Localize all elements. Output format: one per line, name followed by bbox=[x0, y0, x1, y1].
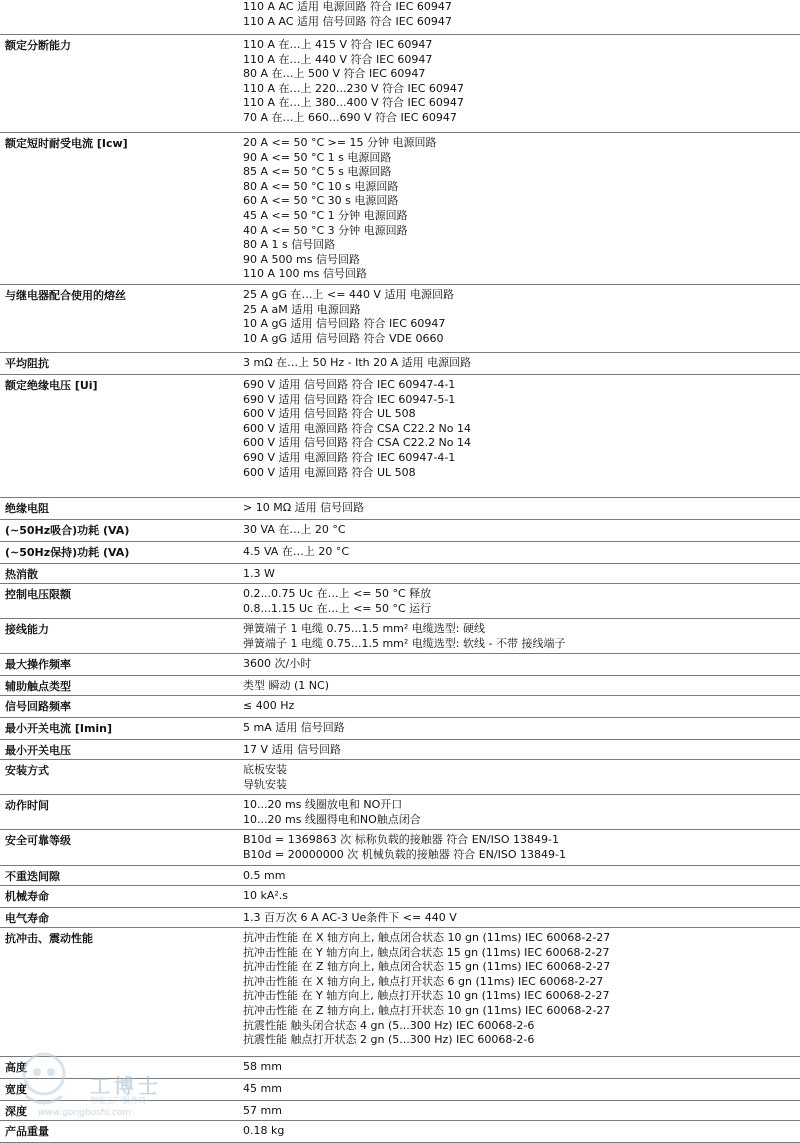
spec-value: 690 V 适用 信号回路 符合 IEC 60947-5-1 bbox=[243, 392, 456, 406]
spec-values bbox=[243, 763, 795, 792]
spec-row bbox=[0, 542, 800, 564]
spec-row bbox=[0, 584, 800, 619]
spec-label: 额定短时耐受电流 [Icw] bbox=[5, 137, 128, 150]
spec-value: 600 V 适用 电源回路 符合 UL 508 bbox=[243, 465, 416, 479]
spec-value: 25 A aM 适用 电源回路 bbox=[243, 302, 361, 316]
spec-value: B10d = 1369863 次 标称负载的接触器 符合 EN/ISO 13849-1 bbox=[243, 833, 559, 846]
watermark-brand: 工博士 bbox=[90, 1074, 162, 1098]
spec-values bbox=[243, 721, 795, 736]
spec-row bbox=[0, 696, 800, 718]
spec-value: 58 mm bbox=[243, 1060, 282, 1073]
spec-value: 4.5 VA 在…上 20 °C bbox=[243, 545, 350, 558]
spec-value: 20 A <= 50 °C >= 15 分钟 电源回路 bbox=[243, 136, 437, 149]
spec-value: 110 A AC 适用 信号回路 符合 IEC 60947 bbox=[243, 14, 452, 28]
spec-value: 90 A <= 50 °C 1 s 电源回路 bbox=[243, 150, 392, 164]
spec-label: 动作时间 bbox=[5, 799, 49, 812]
spec-row bbox=[0, 830, 800, 866]
spec-row bbox=[0, 498, 800, 520]
spec-label: 平均阻抗 bbox=[5, 357, 49, 370]
spec-value: 3600 次/小时 bbox=[243, 657, 312, 670]
spec-values bbox=[243, 911, 795, 926]
spec-value: 57 mm bbox=[243, 1104, 282, 1117]
spec-value: 抗冲击性能 在 Y 轴方向上, 触点打开状态 10 gn (11ms) IEC 60068-2-27 bbox=[243, 989, 610, 1003]
spec-label: 最小开关电压 bbox=[5, 744, 71, 757]
spec-value: 5 mA 适用 信号回路 bbox=[243, 721, 345, 734]
spec-label: 机械寿命 bbox=[5, 890, 49, 903]
spec-values bbox=[243, 1060, 795, 1075]
spec-value: 45 mm bbox=[243, 1082, 282, 1095]
spec-value: 0.18 kg bbox=[243, 1124, 285, 1137]
spec-values bbox=[243, 1124, 795, 1139]
spec-value: 85 A <= 50 °C 5 s 电源回路 bbox=[243, 165, 392, 179]
spec-value: 0.2...0.75 Uc 在…上 <= 50 °C 释放 bbox=[243, 587, 432, 600]
spec-value: 45 A <= 50 °C 1 分钟 电源回路 bbox=[243, 208, 408, 222]
spec-label: (~50Hz保持)功耗 (VA) bbox=[5, 546, 130, 559]
spec-row bbox=[0, 353, 800, 375]
spec-row bbox=[0, 886, 800, 908]
spec-values bbox=[243, 567, 795, 582]
spec-value: 抗冲击性能 在 X 轴方向上, 触点闭合状态 10 gn (11ms) IEC 60068-2-27 bbox=[243, 931, 611, 944]
spec-values bbox=[243, 699, 795, 714]
spec-value: 60 A <= 50 °C 30 s 电源回路 bbox=[243, 194, 399, 208]
spec-value: ≤ 400 Hz bbox=[243, 699, 295, 712]
spec-value: 110 A 在…上 220...230 V 符合 IEC 60947 bbox=[243, 81, 464, 95]
spec-values bbox=[243, 833, 795, 862]
spec-value: 抗震性能 触点打开状态 2 gn (5...300 Hz) IEC 60068-2-6 bbox=[243, 1033, 535, 1047]
spec-label: 热消散 bbox=[5, 568, 38, 581]
spec-values bbox=[243, 1104, 795, 1119]
spec-value: 10 A gG 适用 信号回路 符合 VDE 0660 bbox=[243, 331, 444, 345]
spec-values bbox=[243, 1082, 795, 1097]
spec-value: 17 V 适用 信号回路 bbox=[243, 743, 342, 756]
spec-label: 电气寿命 bbox=[5, 912, 49, 925]
spec-row bbox=[0, 1057, 800, 1079]
spec-value: 40 A <= 50 °C 3 分钟 电源回路 bbox=[243, 223, 408, 237]
spec-value: 110 A AC 适用 电源回路 符合 IEC 60947 bbox=[243, 0, 452, 13]
spec-label: 安全可靠等级 bbox=[5, 834, 71, 847]
spec-values bbox=[243, 798, 795, 827]
spec-values bbox=[243, 622, 795, 651]
spec-row bbox=[0, 866, 800, 886]
spec-value: 10...20 ms 线圈得电和NO触点闭合 bbox=[243, 812, 421, 826]
spec-value: 80 A <= 50 °C 10 s 电源回路 bbox=[243, 179, 399, 193]
spec-row bbox=[0, 908, 800, 928]
spec-value: 导轨安装 bbox=[243, 777, 287, 791]
spec-value: 600 V 适用 信号回路 符合 CSA C22.2 No 14 bbox=[243, 436, 472, 450]
spec-value: 3 mΩ 在…上 50 Hz - Ith 20 A 适用 电源回路 bbox=[243, 356, 472, 369]
spec-label: 控制电压限额 bbox=[5, 588, 71, 601]
spec-label: 深度 bbox=[5, 1105, 27, 1118]
spec-values bbox=[243, 679, 795, 694]
spec-value: 抗震性能 触头闭合状态 4 gn (5...300 Hz) IEC 60068-2-6 bbox=[243, 1018, 535, 1032]
spec-label: 不重迭间隙 bbox=[5, 870, 60, 883]
spec-row bbox=[0, 1079, 800, 1101]
spec-value: 10 kA².s bbox=[243, 889, 289, 902]
spec-value: 弹簧端子 1 电缆 0.75...1.5 mm² 电缆选型: 软线 - 不带 接线端子 bbox=[243, 636, 566, 650]
spec-row bbox=[0, 654, 800, 676]
spec-values bbox=[243, 523, 795, 538]
spec-value: B10d = 20000000 次 机械负载的接触器 符合 EN/ISO 13849-1 bbox=[243, 847, 566, 861]
spec-value: 70 A 在…上 660...690 V 符合 IEC 60947 bbox=[243, 110, 457, 124]
spec-row bbox=[0, 285, 800, 353]
spec-label: 高度 bbox=[5, 1061, 27, 1074]
spec-values bbox=[243, 136, 795, 282]
spec-value: 抗冲击性能 在 Z 轴方向上, 触点打开状态 10 gn (11ms) IEC 60068-2-27 bbox=[243, 1003, 611, 1017]
spec-label: 额定分断能力 bbox=[5, 39, 71, 52]
spec-label: 与继电器配合使用的熔丝 bbox=[5, 289, 126, 302]
spec-values bbox=[243, 587, 795, 616]
spec-value: > 10 MΩ 适用 信号回路 bbox=[243, 501, 365, 514]
spec-value: 110 A 在…上 440 V 符合 IEC 60947 bbox=[243, 52, 433, 66]
spec-row bbox=[0, 1121, 800, 1143]
spec-value: 抗冲击性能 在 Z 轴方向上, 触点闭合状态 15 gn (11ms) IEC 60068-2-27 bbox=[243, 960, 611, 974]
spec-value: 25 A gG 在…上 <= 440 V 适用 电源回路 bbox=[243, 288, 454, 301]
spec-values bbox=[243, 657, 795, 672]
spec-row bbox=[0, 740, 800, 760]
spec-label: 宽度 bbox=[5, 1083, 27, 1096]
spec-value: 类型 瞬动 (1 NC) bbox=[243, 679, 329, 692]
spec-values bbox=[243, 38, 795, 126]
spec-label: 辅助触点类型 bbox=[5, 680, 71, 693]
spec-label: 绝缘电阻 bbox=[5, 502, 49, 515]
spec-label: 信号回路频率 bbox=[5, 700, 71, 713]
spec-value: 10...20 ms 线圈放电和 NO开口 bbox=[243, 798, 403, 811]
spec-value: 600 V 适用 电源回路 符合 CSA C22.2 No 14 bbox=[243, 421, 472, 435]
spec-value: 80 A 在…上 500 V 符合 IEC 60947 bbox=[243, 67, 426, 81]
spec-row bbox=[0, 619, 800, 654]
spec-row bbox=[0, 375, 800, 498]
spec-value: 抗冲击性能 在 Y 轴方向上, 触点闭合状态 15 gn (11ms) IEC 60068-2-27 bbox=[243, 945, 610, 959]
spec-row bbox=[0, 520, 800, 542]
spec-label: 抗冲击、震动性能 bbox=[5, 932, 93, 945]
spec-values bbox=[243, 743, 795, 758]
spec-row bbox=[0, 564, 800, 584]
spec-value: 690 V 适用 信号回路 符合 IEC 60947-4-1 bbox=[243, 378, 456, 391]
spec-values bbox=[243, 378, 795, 480]
spec-value: 10 A gG 适用 信号回路 符合 IEC 60947 bbox=[243, 317, 446, 331]
spec-values bbox=[243, 288, 795, 346]
spec-values bbox=[243, 0, 795, 29]
spec-value: 690 V 适用 电源回路 符合 IEC 60947-4-1 bbox=[243, 450, 456, 464]
spec-label: 额定绝缘电压 [Ui] bbox=[5, 379, 98, 392]
spec-label: 最小开关电流 [Imin] bbox=[5, 722, 113, 735]
spec-row bbox=[0, 1101, 800, 1121]
spec-value: 抗冲击性能 在 X 轴方向上, 触点打开状态 6 gn (11ms) IEC 60068-2-27 bbox=[243, 974, 604, 988]
spec-value: 0.5 mm bbox=[243, 869, 286, 882]
spec-values bbox=[243, 931, 795, 1048]
spec-value: 110 A 在…上 380...400 V 符合 IEC 60947 bbox=[243, 96, 464, 110]
spec-label: 产品重量 bbox=[5, 1125, 49, 1138]
spec-values bbox=[243, 545, 795, 560]
spec-row bbox=[0, 718, 800, 740]
spec-values bbox=[243, 501, 795, 516]
spec-row bbox=[0, 133, 800, 285]
spec-value: 弹簧端子 1 电缆 0.75...1.5 mm² 电缆选型: 硬线 bbox=[243, 622, 485, 635]
spec-row bbox=[0, 928, 800, 1057]
spec-value: 110 A 100 ms 信号回路 bbox=[243, 267, 367, 281]
spec-value: 110 A 在…上 415 V 符合 IEC 60947 bbox=[243, 38, 433, 51]
spec-value: 90 A 500 ms 信号回路 bbox=[243, 252, 360, 266]
spec-value: 1.3 W bbox=[243, 567, 275, 580]
spec-value: 0.8...1.15 Uc 在…上 <= 50 °C 运行 bbox=[243, 601, 432, 615]
spec-label: 最大操作频率 bbox=[5, 658, 71, 671]
spec-row bbox=[0, 795, 800, 830]
spec-label: 安装方式 bbox=[5, 764, 49, 777]
spec-row bbox=[0, 676, 800, 696]
spec-value: 80 A 1 s 信号回路 bbox=[243, 238, 336, 252]
watermark-url: www.gongboshi.com bbox=[38, 1108, 132, 1118]
spec-row bbox=[0, 0, 800, 35]
spec-values bbox=[243, 869, 795, 884]
spec-label: (~50Hz吸合)功耗 (VA) bbox=[5, 524, 130, 537]
watermark-tagline: 智能工厂服务商 bbox=[90, 1096, 146, 1105]
spec-value: 30 VA 在…上 20 °C bbox=[243, 523, 346, 536]
spec-values bbox=[243, 356, 795, 371]
spec-value: 底板安装 bbox=[243, 763, 287, 776]
spec-row bbox=[0, 760, 800, 795]
spec-values bbox=[243, 889, 795, 904]
spec-value: 1.3 百万次 6 A AC-3 Ue条件下 <= 440 V bbox=[243, 911, 457, 924]
spec-label: 接线能力 bbox=[5, 623, 49, 636]
spec-row bbox=[0, 35, 800, 133]
spec-value: 600 V 适用 信号回路 符合 UL 508 bbox=[243, 407, 416, 421]
